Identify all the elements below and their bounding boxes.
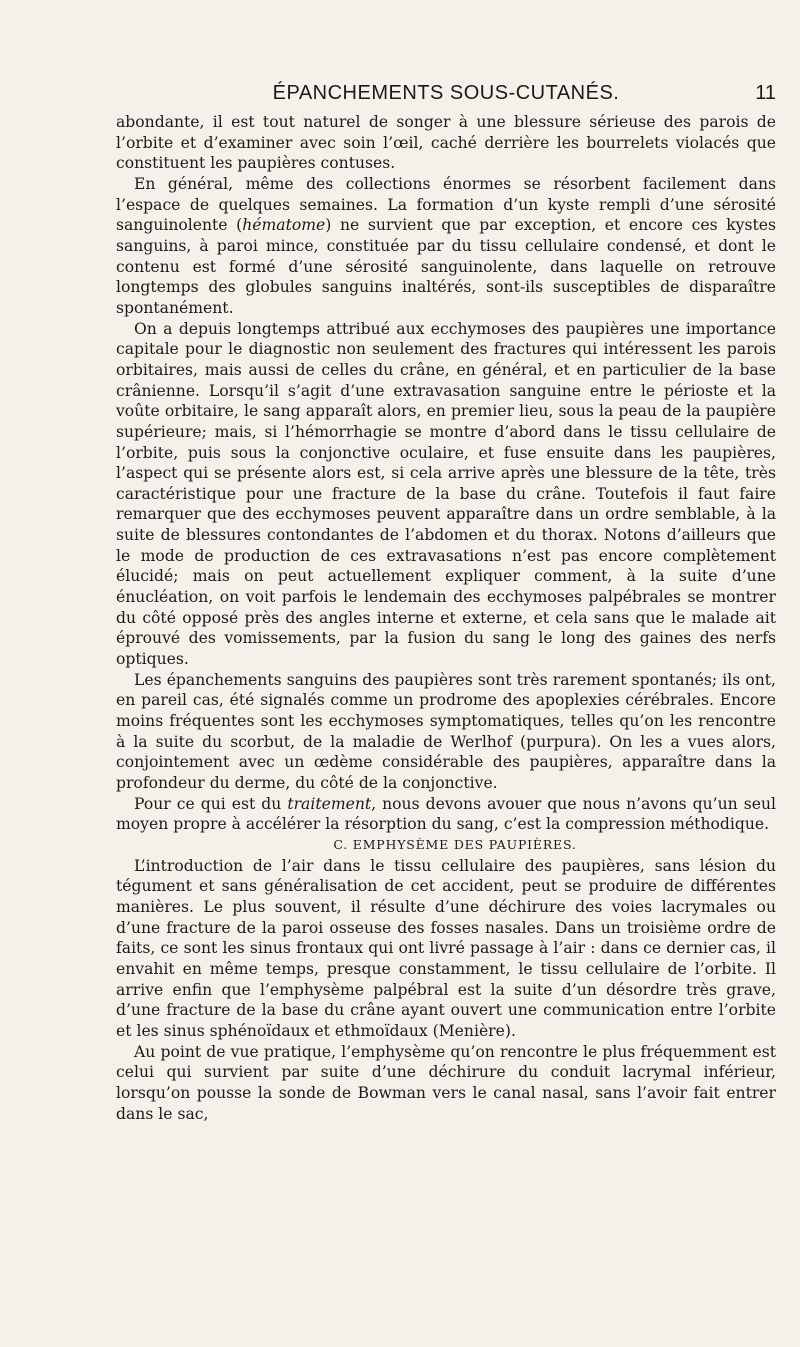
- paragraph-7: Au point de vue pratique, l’emphysème qu’on rencontre le plus fréquemment est celui qui survient par suite d’une déchirure du conduit lacrymal inférieur, lorsqu’on pousse la sonde de Bowman vers le canal nasal, sans l’avoir fait entrer dans le sac,: [116, 1042, 776, 1123]
- paragraph-6: L’introduction de l’air dans le tissu cellulaire des paupières, sans lésion du tégument et sans généralisation de cet accident, peut se produire de différentes manières. Le plus souvent, il résulte d’une déchirure des voies lacrymales ou d’une fracture de la paroi osseuse des fosses nasales. Dans un troisième ordre de faits, ce sont les sinus frontaux qui ont livré passage à l’air : dans ce dernier cas, il envahit en même temps, presque constamment, le tissu cellulaire de l’orbite. Il arrive enfin que l’emphysème palpébral est la suite d’un désordre très grave, d’une fracture de la base du crâne ayant ouvert une communication entre l’orbite et les sinus sphénoïdaux et ethmoïdaux (Menière).: [116, 856, 776, 1040]
- paragraph-5-part-1: Pour ce qui est du: [134, 794, 288, 813]
- section-heading: C. EMPHYSÈME DES PAUPIÈRES.: [333, 836, 577, 852]
- paragraph-2-part-1: En général, même des collections énormes se résorbent facilement dans l’espace de quelques semaines. La formation d’un kyste rempli d’une sérosité sanguinolente (: [116, 174, 776, 235]
- paragraph-4: Les épanchements sanguins des paupières sont très rarement spontanés; ils ont, en pareil cas, été signalés comme un prodrome des apoplexies cérébrales. Encore moins fréquentes sont les ecchymoses symptomatiques, telles qu’on les rencontre à la suite du scorbut, de la maladie de Werlhof (purpura). On les a vues alors, conjointement avec un œdème considérable des paupières, apparaître dans la profondeur du derme, du côté de la conjonctive.: [116, 670, 776, 792]
- paragraph-1: abondante, il est tout naturel de songer à une blessure sérieuse des parois de l’orbite et d’examiner avec soin l’œil, caché derrière les bourrelets violacés que constituent les paupières contuses.: [116, 113, 776, 173]
- page-number: 11: [755, 82, 776, 104]
- running-title: ÉPANCHEMENTS SOUS-CUTANÉS.: [272, 82, 620, 104]
- body-text: [116, 112, 776, 1124]
- paragraph-5-part-2: , nous devons avouer que nous n’avons qu’un seul moyen propre à accélérer la résorption du sang, c’est la compression méthodique.: [116, 794, 776, 834]
- paragraph-5: [116, 794, 776, 835]
- paragraph-2-part-2: ) ne survient que par exception, et encore ces kystes sanguins, à paroi mince, constituée par du tissu cellulaire condensé, et dont le contenu est formé d’une sérosité sanguinolente, dans laquelle on retrouve longtemps des globules sanguins inaltérés, sont-ils susceptibles de disparaître spontanément.: [116, 216, 776, 317]
- term-traitement: traitement: [287, 794, 372, 813]
- paragraph-2: [116, 174, 776, 319]
- term-hematome: hématome: [242, 216, 326, 235]
- paragraph-3: On a depuis longtemps attribué aux ecchymoses des paupières une importance capitale pour le diagnostic non seulement des fractures qui intéressent les parois orbitaires, mais aussi de celles du crâne, en général, et en particulier de la base crânienne. Lorsqu’il s’agit d’une extravasation sanguine entre le périoste et la voûte orbitaire, le sang apparaît alors, en premier lieu, sous la peau de la paupière supérieure; mais, si l’hémorrhagie se montre d’abord dans le tissu cellulaire de l’orbite, puis sous la conjonctive oculaire, et fuse ensuite dans les paupières, l’aspect qui se présente alors est, si cela arrive après une blessure de la tête, très caractéristique pour une fracture de la base du crâne. Toutefois il faut faire remarquer que des ecchymoses peuvent apparaître dans un ordre semblable, à la suite de blessures contondantes de l’abdomen et du thorax. Notons d’ailleurs que le mode de production de ces extravasations n’est pas encore complètement élucidé; mais on peut actuellement expliquer comment, à la suite d’une énucléation, on voit parfois le lendemain des ecchymoses palpébrales se montrer du côté opposé près des angles interne et externe, et cela sans que le malade ait éprouvé des vomissements, par la fusion du sang le long des gaines des nerfs optiques.: [116, 319, 776, 669]
- page-header: [116, 82, 776, 108]
